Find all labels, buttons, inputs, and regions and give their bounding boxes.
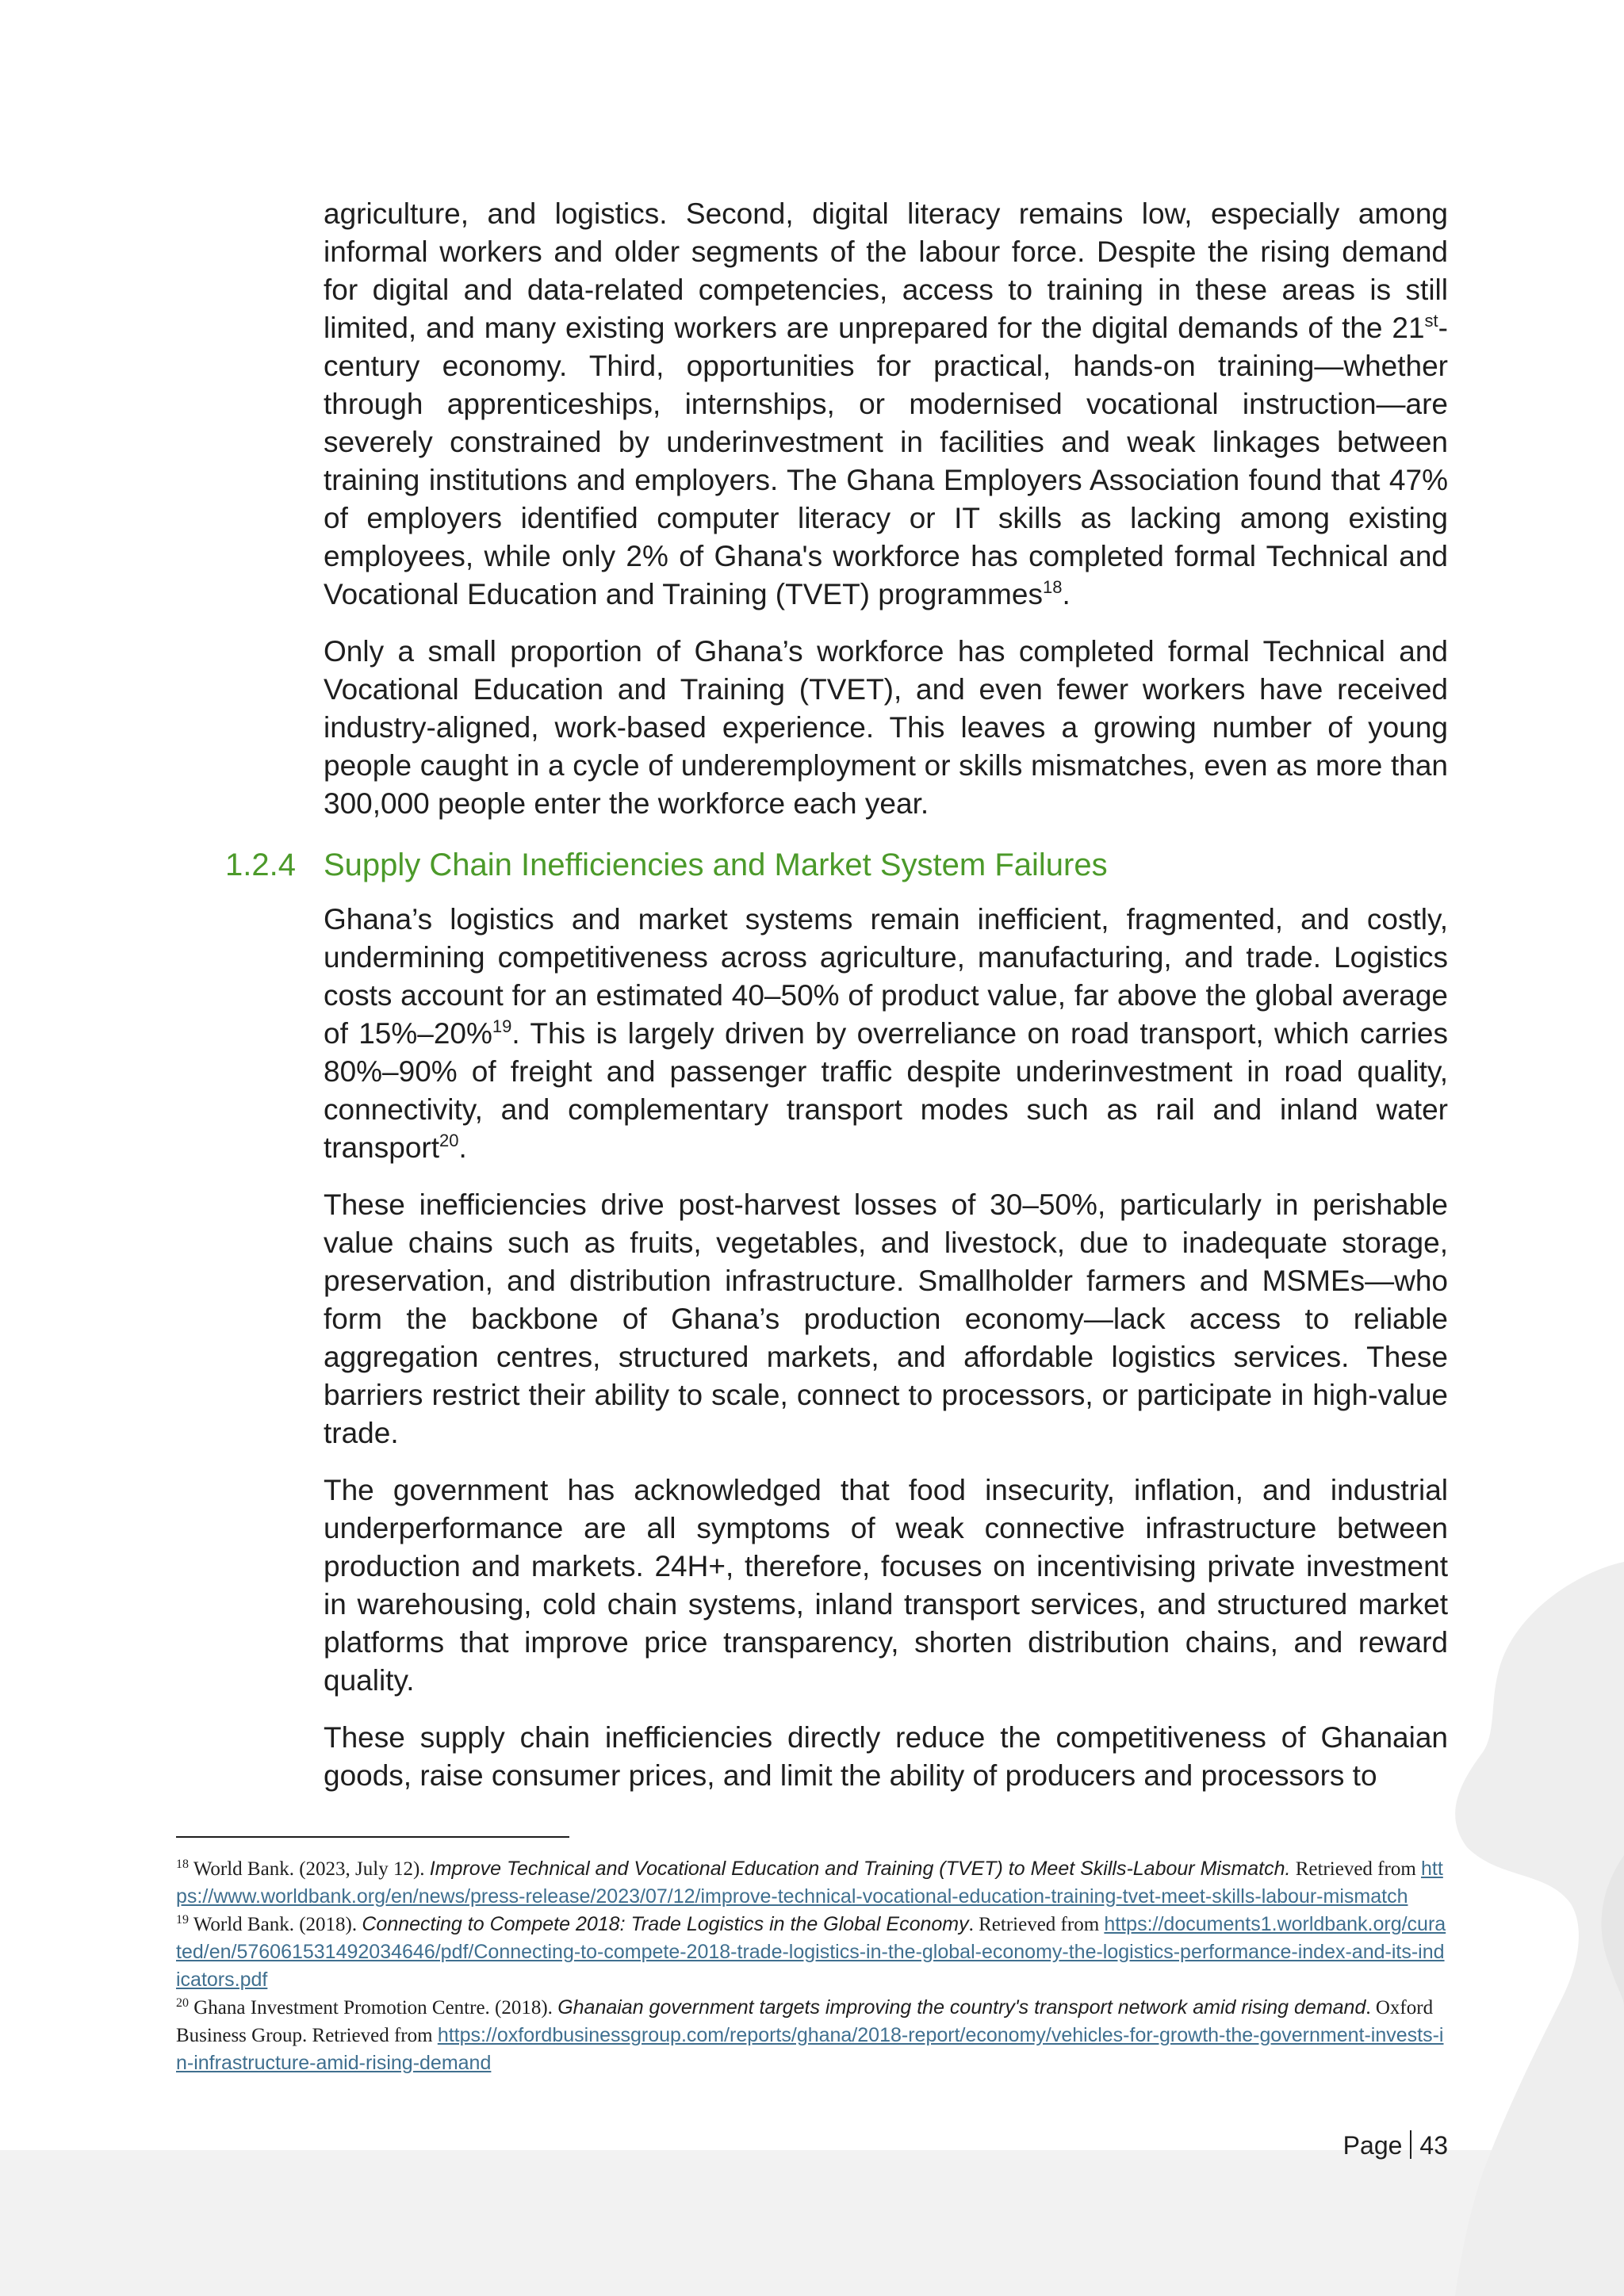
paragraph-tvet: Only a small proportion of Ghana’s workforce has completed formal Technical and Vocational Education and Training (TVET), and even fewer workers have received industry-aligned, work-based experience. This leaves a growing number of young people caught in a cycle of underemployment or skills mismatches, even as more than 300,000 people enter the workforce each year.: [324, 635, 1448, 820]
paragraph-competitiveness: These supply chain inefficiencies directly reduce the competitiveness of Ghanaian goods, raise consumer prices, and limit the ability of producers and processors to: [324, 1721, 1448, 1792]
paragraph-government: The government has acknowledged that food insecurity, inflation, and industrial underperformance are all symptoms of weak connective infrastructure between production and markets. 24H+, therefore, focuses on incentivising private investment in warehousing, cold chain systems, inland transport services, and structured market platforms that improve price transparency, shorten distribution chains, and reward quality.: [324, 1474, 1448, 1697]
paragraph-post-harvest: These inefficiencies drive post-harvest losses of 30–50%, particularly in perishable value chains such as fruits, vegetables, and livestock, due to inadequate storage, preservation, and distribution infrastructure. Smallholder farmers and MSMEs—who form the backbone of Ghana’s production economy—lack access to reliable aggregation centres, structured markets, and affordable logistics services. These barriers restrict their ability to scale, connect to processors, or participate in high-value trade.: [324, 1188, 1448, 1449]
footer-band: [0, 2150, 1624, 2296]
footnote-19-link[interactable]: https://documents1.worldbank.org/curated/en/576061531492034646/pdf/Connecting-to-compete-2018-trade-logistics-in-the-global-economy-the-logistics-performance-index-and-its-indicators.pdf: [176, 1913, 1446, 1991]
body-text-top: [324, 195, 1448, 842]
footnote-ref-18[interactable]: 18: [1042, 577, 1063, 597]
section-number: 1.2.4: [225, 848, 296, 882]
footnote-20-link[interactable]: https://oxfordbusinessgroup.com/reports/ghana/2018-report/economy/vehicles-for-growth-the-government-invests-in-infrastructure-amid-rising-demand: [176, 2024, 1444, 2074]
paragraph-digital-literacy: agriculture, and logistics. Second, digital literacy remains low, especially among informal workers and older segments of the labour force. Despite the rising demand for digital and data-related competencies, access to training in these areas is still limited, and many existing workers are unprepared for the digital demands of the 21st-century economy. Third, opportunities for practical, hands-on training—whether through apprenticeships, internships, or modernised vocational instruction—are severely constrained by underinvestment in facilities and weak linkages between training institutions and employers. The Ghana Employers Association found that 47% of employers identified computer literacy or IT skills as lacking among existing employees, while only 2% of Ghana's workforce has completed formal Technical and Vocational Education and Training (TVET) programmes$^{18}$.: [324, 197, 1448, 610]
footnote-20: $^{20}$ Ghana Investment Promotion Centre. (2018). Ghanaian government targets improving the country's transport network amid rising demand. Oxford Business Group. Retrieved from https://oxfordbusinessgroup.com/reports/ghana/2018-report/economy/vehicles-for-growth-the-government-invests-in-infrastructure-amid-rising-demand: [176, 1996, 1444, 2074]
footnote-divider: [176, 1836, 569, 1838]
section-title: Supply Chain Inefficiencies and Market System Failures: [324, 848, 1108, 882]
section-heading: [225, 845, 1446, 885]
body-text-section: [324, 901, 1448, 1814]
page-number-separator: [1410, 2130, 1411, 2159]
footnote-ref-19[interactable]: 19: [492, 1016, 512, 1036]
footnotes: [176, 1855, 1448, 2077]
footnote-18: $^{18}$ World Bank. (2023, July 12). Improve Technical and Vocational Education and Training (TVET) to Meet Skills-Labour Mismatch. Retrieved from https://www.worldbank.org/en/news/press-release/2023/07/12/improve-technical-vocational-education-training-tvet-meet-skills-labour-mismatch: [176, 1858, 1443, 1908]
paragraph-logistics-costs: Ghana’s logistics and market systems remain inefficient, fragmented, and costly, undermining competitiveness across agriculture, manufacturing, and trade. Logistics costs account for an estimated 40–50% of product value, far above the global average of 15%–20%$^{19}$. This is largely driven by overreliance on road transport, which carries 80%–90% of freight and passenger traffic despite underinvestment in road quality, connectivity, and complementary transport modes such as rail and inland water transport$^{20}$.: [324, 903, 1448, 1164]
footnote-19: $^{19}$ World Bank. (2018). Connecting to Compete 2018: Trade Logistics in the Global Economy. Retrieved from https://documents1.worldbank.org/curated/en/576061531492034646/pdf/Connecting-to-compete-2018-trade-logistics-in-the-global-economy-the-logistics-performance-index-and-its-indicators.pdf: [176, 1913, 1446, 1991]
footnote-ref-20[interactable]: 20: [439, 1131, 459, 1150]
footnote-18-link[interactable]: https://www.worldbank.org/en/news/press-release/2023/07/12/improve-technical-vocational-education-training-tvet-meet-skills-labour-mismatch: [176, 1858, 1443, 1908]
page-number: Page 43: [1342, 2131, 1448, 2160]
